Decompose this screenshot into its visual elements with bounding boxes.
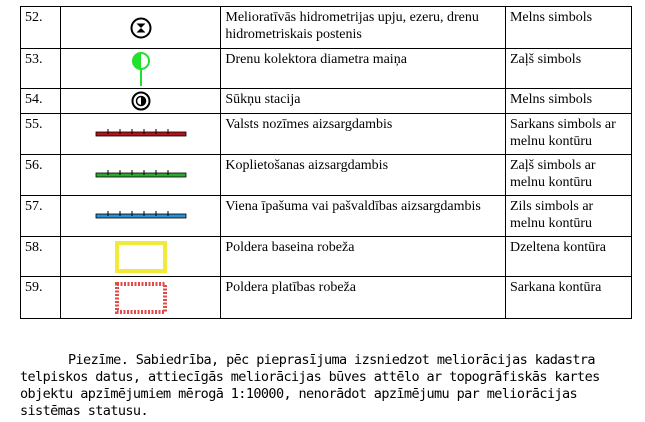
- hydrometric-post-symbol-icon: [130, 17, 152, 39]
- row-number: 59.: [21, 277, 61, 319]
- symbols-table: [20, 6, 632, 319]
- symbol-description: Viena īpašuma vai pašvaldības aizsargdambis: [221, 196, 506, 237]
- table-row: [21, 89, 632, 114]
- pump-station-icon: [131, 91, 151, 111]
- symbol-note: Melns simbols: [505, 89, 631, 114]
- row-number: 55.: [21, 114, 61, 155]
- footnote-text: Piezīme. Sabiedrība, pēc pieprasījuma izsniedzot meliorācijas kadastra telpiskos datus, attiecīgās meliorācijas būves attēlo ar topogrāfiskās kartes objektu apzīmējumiem mērogā 1:10000, nenorādot apzīmējumu par meliorācijas sistēmas statusu.: [20, 352, 600, 419]
- symbol-note: Melns simbols: [505, 7, 631, 49]
- drain-collector-diameter-change-icon: [130, 51, 152, 87]
- private-municipal-dam-line-icon: [95, 210, 187, 222]
- symbol-description: Melioratīvās hidrometrijas upju, ezeru, drenu hidrometriskais postenis: [221, 7, 506, 49]
- symbol-note: Sarkana kontūra: [505, 277, 631, 319]
- table-row: [21, 114, 632, 155]
- symbol-description: Koplietošanas aizsargdambis: [221, 155, 506, 196]
- shared-dam-line-icon: [95, 169, 187, 181]
- symbol-note: Zils simbols ar melnu kontūru: [505, 196, 631, 237]
- symbol-description: Poldera baseina robeža: [221, 237, 506, 277]
- table-row: [21, 237, 632, 277]
- row-number: 56.: [21, 155, 61, 196]
- polder-area-border-icon: [115, 282, 167, 314]
- symbol-note: Zaļš simbols ar melnu kontūru: [505, 155, 631, 196]
- row-number: 54.: [21, 89, 61, 114]
- state-dam-line-icon: [95, 128, 187, 140]
- table-row: [21, 196, 632, 237]
- row-number: 57.: [21, 196, 61, 237]
- row-number: 58.: [21, 237, 61, 277]
- symbol-description: Sūkņu stacija: [221, 89, 506, 114]
- footnote: [20, 352, 632, 420]
- symbol-note: Zaļš simbols: [505, 49, 631, 89]
- polder-basin-border-icon: [115, 241, 167, 273]
- row-number: 52.: [21, 7, 61, 49]
- symbol-description: Poldera platības robeža: [221, 277, 506, 319]
- symbol-note: Sarkans simbols ar melnu kontūru: [505, 114, 631, 155]
- symbol-note: Dzeltena kontūra: [505, 237, 631, 277]
- row-number: 53.: [21, 49, 61, 89]
- symbol-description: Drenu kolektora diametra maiņa: [221, 49, 506, 89]
- table-row: [21, 155, 632, 196]
- table-row: [21, 7, 632, 49]
- table-row: [21, 49, 632, 89]
- table-row: [21, 277, 632, 319]
- symbol-description: Valsts nozīmes aizsargdambis: [221, 114, 506, 155]
